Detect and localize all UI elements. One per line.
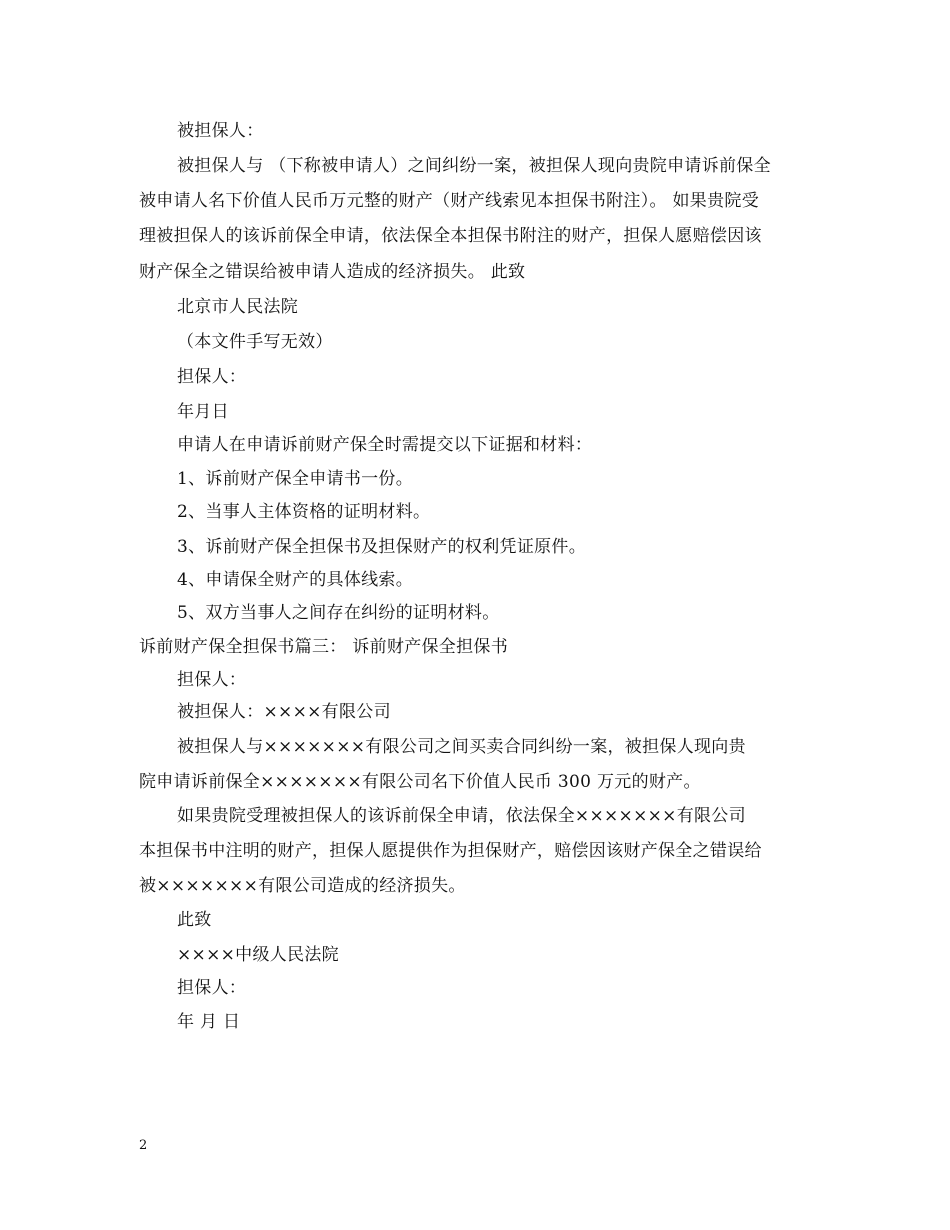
body-paragraph-line: 本担保书中注明的财产，担保人愿提供作为担保财产，赔偿因该财产保全之错误给 bbox=[139, 841, 762, 861]
body-paragraph-line: 被申请人名下价值人民币万元整的财产（财产线索见本担保书附注）。 如果贵院受 bbox=[139, 191, 760, 211]
body-paragraph-line: 被担保人与 （下称被申请人）之间纠纷一案，被担保人现向贵院申请诉前保全 bbox=[177, 156, 771, 176]
requirement-item: 4、申请保全财产的具体线索。 bbox=[177, 570, 414, 590]
guaranteed-party-label: 被担保人： bbox=[177, 121, 264, 141]
body-paragraph-line: 被×××××××有限公司造成的经济损失。 bbox=[139, 876, 466, 896]
salutation: 此致 bbox=[177, 910, 212, 930]
date-line: 年 月 日 bbox=[177, 1012, 241, 1032]
requirement-item: 1、诉前财产保全申请书一份。 bbox=[177, 469, 414, 489]
guarantor-label: 担保人： bbox=[177, 367, 247, 387]
guarantor-label: 担保人： bbox=[177, 670, 247, 690]
date-line: 年月日 bbox=[177, 402, 229, 422]
requirement-item: 2、当事人主体资格的证明材料。 bbox=[177, 502, 431, 522]
requirement-item: 5、双方当事人之间存在纠纷的证明材料。 bbox=[177, 603, 500, 623]
court-name: ××××中级人民法院 bbox=[177, 945, 339, 965]
handwritten-invalid-note: （本文件手写无效） bbox=[177, 332, 333, 352]
body-paragraph-line: 如果贵院受理被担保人的该诉前保全申请，依法保全×××××××有限公司 bbox=[177, 806, 746, 826]
guarantor-label: 担保人： bbox=[177, 978, 247, 998]
body-paragraph-line: 被担保人与×××××××有限公司之间买卖合同纠纷一案，被担保人现向贵 bbox=[177, 737, 746, 757]
body-paragraph-line: 财产保全之错误给被申请人造成的经济损失。 此致 bbox=[139, 262, 526, 282]
page-number: 2 bbox=[139, 1138, 148, 1153]
body-paragraph-line: 院申请诉前保全×××××××有限公司名下价值人民币 300 万元的财产。 bbox=[139, 772, 701, 792]
section-heading: 诉前财产保全担保书篇三： 诉前财产保全担保书 bbox=[139, 637, 509, 657]
body-paragraph-line: 理被担保人的该诉前保全申请，依法保全本担保书附注的财产，担保人愿赔偿因该 bbox=[139, 226, 762, 246]
requirement-item: 3、诉前财产保全担保书及担保财产的权利凭证原件。 bbox=[177, 537, 587, 557]
guaranteed-party-line: 被担保人：××××有限公司 bbox=[177, 702, 391, 722]
court-name: 北京市人民法院 bbox=[177, 297, 299, 317]
requirements-intro: 申请人在申请诉前财产保全时需提交以下证据和材料： bbox=[177, 435, 593, 455]
